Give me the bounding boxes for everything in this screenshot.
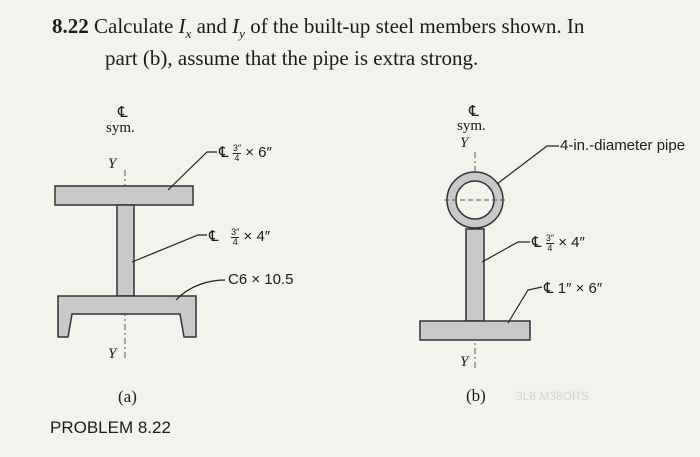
ix-main: I	[178, 14, 186, 38]
pipe-label-b: 4-in.-diameter pipe	[560, 137, 686, 154]
top-plate-a	[55, 186, 193, 205]
plate1-prefix-a: ℄	[219, 144, 229, 161]
plate1-frac-den-a: 4	[234, 152, 240, 163]
sym-label-b: sym.	[457, 118, 486, 134]
plate1-frac-num-b: 3″	[545, 232, 555, 243]
iy-main: I	[232, 14, 240, 38]
problem-number: 8.22	[52, 14, 89, 38]
plate1-label-b	[532, 233, 585, 253]
plate2-label-a	[209, 227, 270, 247]
caption-a: (a)	[118, 387, 137, 406]
statement-text-b: of the built-up steel members shown. In	[250, 14, 585, 38]
web-plate-a	[117, 205, 134, 296]
watermark: 3L8 M38ORS	[516, 389, 589, 403]
plate2-frac-num-a: 3″	[231, 226, 240, 237]
problem-statement-line2: part (b), assume that the pipe is extra strong.	[105, 46, 479, 70]
leader-plate2-b	[508, 287, 542, 323]
plate2-frac-den-a: 4	[232, 236, 238, 247]
web-plate-b	[466, 229, 484, 321]
statement-and: and	[196, 14, 227, 38]
leader-plate1-b	[482, 242, 530, 262]
plate1-fraction-b	[546, 234, 554, 253]
plate1-frac-den-b: 4	[547, 242, 553, 253]
caption-b: (b)	[466, 386, 486, 405]
plate2-prefix-a: ℄	[209, 228, 219, 245]
y-axis-bottom-a: Y	[108, 346, 117, 362]
plate1-suffix-b: × 4″	[558, 234, 585, 251]
centerline-symbol-b: ℄	[469, 104, 479, 120]
leader-pipe-b	[497, 146, 559, 184]
plate2-suffix-a: × 4″	[243, 228, 271, 245]
sym-label-a: sym.	[106, 120, 135, 136]
plate2-fraction-a	[231, 228, 239, 247]
statement-text-a: Calculate	[94, 14, 174, 38]
problem-label: PROBLEM 8.22	[50, 418, 171, 437]
leader-plate1-a	[168, 152, 217, 190]
channel-section-a	[58, 296, 196, 337]
y-axis-top-b: Y	[460, 135, 469, 151]
plate1-frac-num-a: 3″	[232, 142, 242, 153]
y-axis-top-a: Y	[108, 156, 117, 172]
plate1-fraction-a	[233, 144, 241, 163]
leader-plate2-a	[132, 235, 207, 262]
ix-sub: x	[185, 26, 192, 42]
channel-label-a: C6 × 10.5	[228, 271, 294, 288]
y-axis-bottom-b: Y	[460, 354, 469, 370]
iy-sub: y	[239, 26, 245, 42]
centerline-symbol-a: ℄	[118, 105, 128, 121]
plate1-label-a	[219, 143, 272, 163]
plate1-prefix-b: ℄	[532, 234, 542, 251]
bottom-plate-b	[420, 321, 530, 340]
plate1-suffix-a: × 6″	[245, 144, 272, 161]
plate2-label-b: ℄ 1″ × 6″	[544, 280, 603, 297]
